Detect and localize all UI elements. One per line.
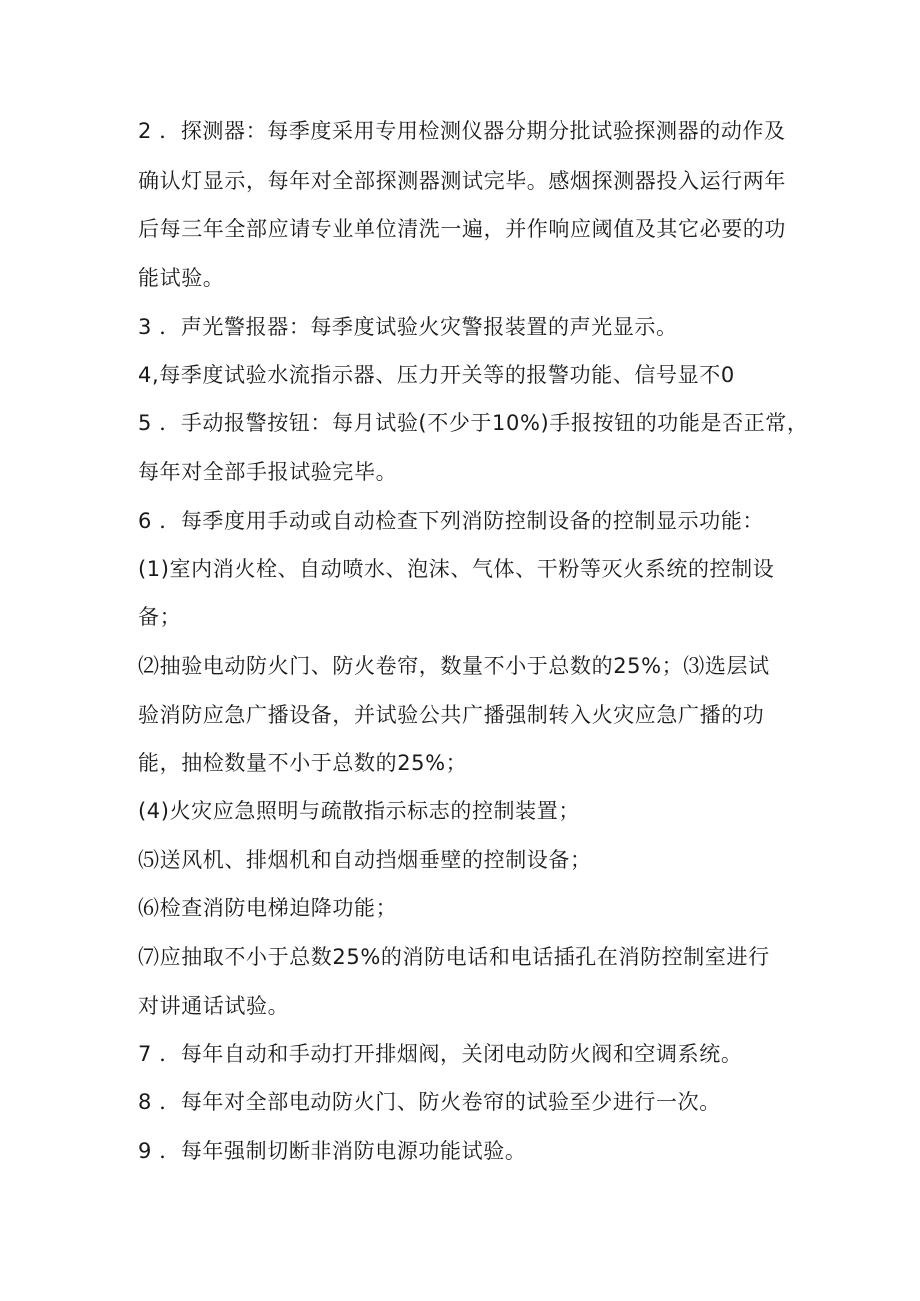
text-line-item-6: 6 ．每季度用手动或自动检查下列消防控制设备的控制显示功能： (138, 509, 765, 533)
text-line-subitem-1-start: (1)室内消火栓、自动喷水、泡沫、气体、干粉等灭火系统的控制设 (138, 557, 775, 581)
text-line: 对讲通话试验。 (138, 994, 290, 1018)
text-line-item-2-start: 2 ．探测器：每季度采用专用检测仪器分期分批试验探测器的动作及 (138, 119, 786, 143)
text-line-subitem-5: ⑸送风机、排烟机和自动挡烟垂壁的控制设备； (138, 848, 592, 872)
text-line-subitem-2: ⑵抽验电动防火门、防火卷帘，数量不小于总数的25%；⑶选层试 (138, 654, 770, 678)
text-line: 能，抽检数量不小于总数的25%； (138, 751, 468, 775)
text-line-item-4: 4,每季度试验水流指示器、压力开关等的报警功能、信号显不0 (138, 363, 735, 387)
text-line-item-8: 8 ．每年对全部电动防火门、防火卷帘的试验至少进行一次。 (138, 1090, 721, 1114)
text-line: 后每三年全部应请专业单位清洗一遍，并作响应阈值及其它必要的功 (138, 217, 786, 241)
text-line-item-5-start: 5 ．手动报警按钮：每月试验(不少于10%)手报按钮的功能是否正常， (138, 411, 809, 435)
text-line-subitem-4: (4)火灾应急照明与疏散指示标志的控制装置； (138, 799, 580, 823)
text-line-item-3: 3 ．声光警报器：每季度试验火灾警报装置的声光显示。 (138, 315, 678, 339)
text-line-subitem-6: ⑹检查消防电梯迫降功能； (138, 896, 398, 920)
text-line: 备； (138, 605, 182, 629)
text-line: 每年对全部手报试验完毕。 (138, 460, 398, 484)
text-line: 能试验。 (138, 266, 225, 290)
text-line-item-7: 7 ．每年自动和手动打开排烟阀，关闭电动防火阀和空调系统。 (138, 1042, 743, 1066)
text-line: 验消防应急广播设备，并试验公共广播强制转入火灾应急广播的功 (138, 703, 765, 727)
text-line: 确认灯显示，每年对全部探测器测试完毕。感烟探测器投入运行两年 (138, 169, 786, 193)
text-line-item-9: 9 ．每年强制切断非消防电源功能试验。 (138, 1139, 527, 1163)
text-line-subitem-7-start: ⑺应抽取不小于总数25%的消防电话和电话插孔在消防控制室进行 (138, 945, 770, 969)
